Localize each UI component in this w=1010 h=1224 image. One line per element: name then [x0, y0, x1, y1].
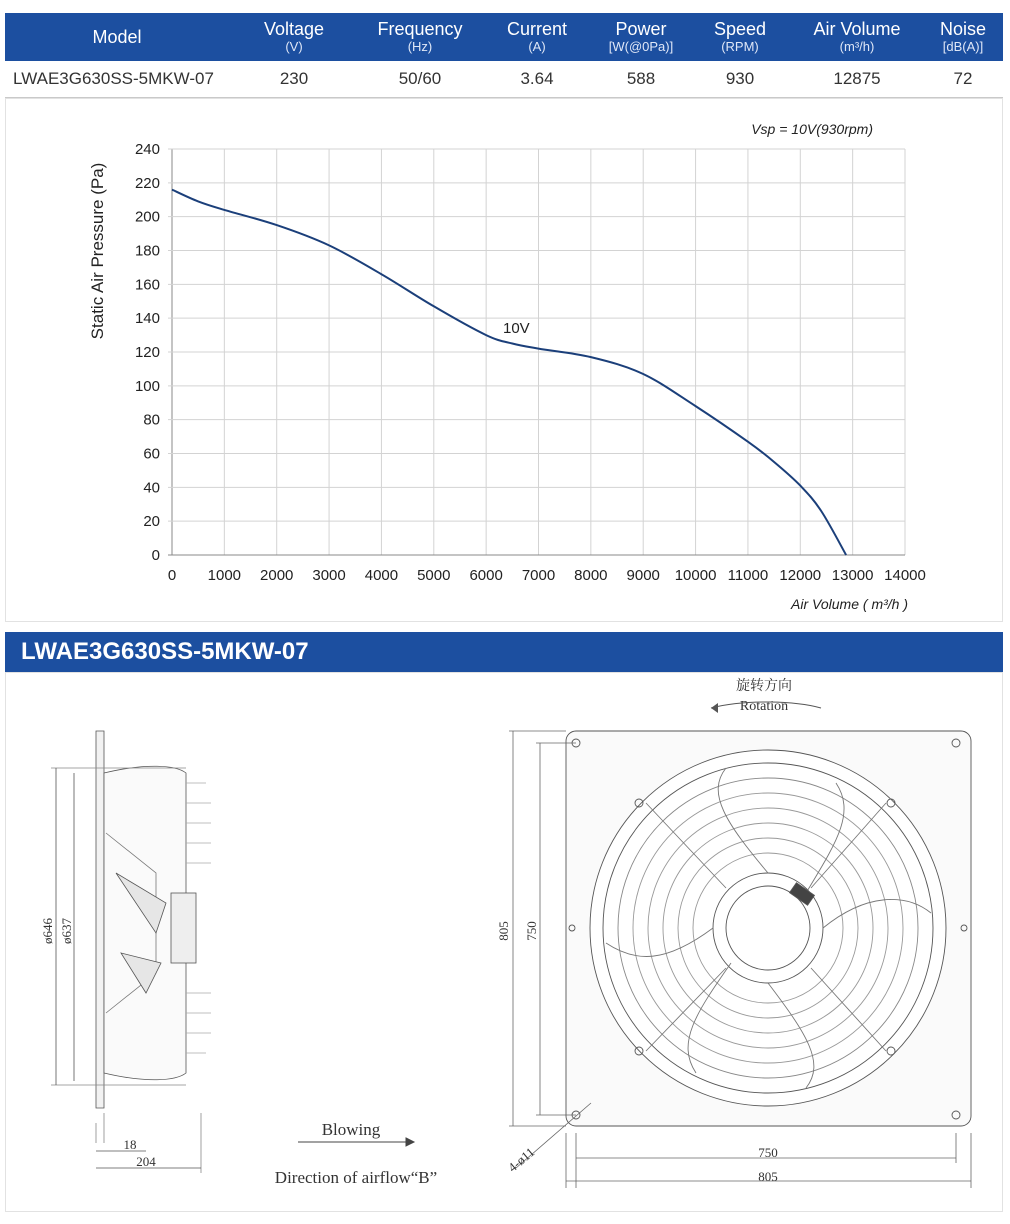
header-power: Power [W(@0Pa)]	[608, 19, 674, 54]
rotation-cn-label: 旋转方向	[736, 677, 792, 693]
performance-chart-panel	[5, 98, 1003, 622]
header-voltage: Voltage (V)	[263, 19, 325, 54]
cell-current: 3.64	[520, 69, 554, 88]
y-tick-label: 40	[143, 479, 160, 497]
dim-18: 18	[123, 1137, 137, 1152]
series-line-10v	[172, 190, 846, 555]
x-tick-label: 13000	[831, 567, 874, 584]
y-tick-label: 100	[134, 377, 160, 395]
chart-annotation-vsp: Vsp = 10V(930rpm)	[751, 121, 873, 137]
performance-chart	[6, 99, 1002, 621]
x-tick-labels	[168, 567, 926, 584]
dim-holes-4x11: 4-ø11	[504, 1144, 538, 1175]
dimension-drawing	[6, 673, 1002, 1211]
x-tick-label: 14000	[884, 567, 926, 584]
series-label-10v: 10V	[503, 320, 530, 337]
y-tick-label: 160	[134, 276, 160, 294]
x-tick-label: 9000	[626, 567, 660, 584]
dim-diameter-646: ø646	[40, 918, 55, 944]
x-tick-label: 0	[167, 567, 177, 584]
cell-noise: 72	[953, 69, 973, 88]
spec-table	[5, 13, 1003, 88]
y-tick-labels	[135, 141, 160, 564]
x-tick-label: 6000	[469, 567, 503, 584]
x-tick-label: 2000	[260, 567, 294, 584]
x-tick-label: 7000	[521, 567, 556, 584]
cell-speed: 930	[725, 69, 755, 88]
x-tick-label: 12000	[779, 567, 822, 584]
x-tick-label: 4000	[364, 567, 399, 584]
spec-table-header	[5, 13, 1003, 61]
dim-width-805: 805	[758, 1169, 778, 1184]
y-tick-label: 20	[143, 513, 160, 531]
front-view	[566, 731, 971, 1126]
cell-power: 588	[626, 69, 656, 88]
airflow-direction-label: Direction of airflow“B”	[274, 1168, 438, 1187]
side-view	[51, 731, 211, 1173]
dim-diameter-637: ø637	[59, 918, 74, 944]
y-tick-label: 180	[134, 242, 160, 260]
header-current: Current (A)	[506, 19, 568, 54]
cell-model: LWAE3G630SS-5MKW-07	[13, 69, 214, 88]
model-banner	[5, 632, 1003, 672]
y-tick-label: 140	[134, 310, 160, 328]
dim-height-805: 805	[496, 921, 511, 941]
dim-height-750: 750	[524, 921, 539, 941]
blowing-label: Blowing	[321, 1120, 381, 1139]
y-tick-label: 120	[134, 344, 160, 361]
cell-voltage: 230	[279, 69, 309, 88]
y-tick-label: 60	[143, 445, 160, 463]
header-frequency: Frequency (Hz)	[377, 19, 463, 54]
cell-air-volume: 12875	[833, 69, 881, 88]
x-axis-label: Air Volume ( m³/h )	[791, 596, 908, 612]
y-tick-label: 220	[134, 174, 160, 192]
y-tick-label: 80	[143, 411, 160, 429]
x-tick-label: 10000	[674, 567, 717, 584]
x-tick-label: 11000	[727, 567, 769, 584]
x-tick-label: 5000	[417, 567, 451, 584]
y-tick-label: 240	[134, 141, 160, 158]
chart-grid	[168, 149, 905, 555]
cell-frequency: 50/60	[398, 69, 442, 88]
header-speed: Speed (RPM)	[713, 19, 767, 54]
banner-title: LWAE3G630SS-5MKW-07	[21, 638, 309, 665]
header-noise: Noise [dB(A)]	[939, 19, 987, 54]
table-row	[5, 61, 1003, 98]
header-model: Model	[92, 27, 142, 47]
blowing-arrow-icon	[298, 1138, 414, 1146]
dim-width-750: 750	[758, 1145, 778, 1160]
rotation-en-label: Rotation	[739, 699, 789, 714]
x-tick-label: 8000	[574, 567, 608, 584]
dim-204: 204	[136, 1154, 156, 1169]
x-tick-label: 1000	[207, 567, 242, 584]
header-air-volume: Air Volume (m³/h)	[813, 19, 901, 54]
dimension-drawing-panel	[5, 672, 1003, 1212]
y-tick-label: 200	[134, 208, 160, 226]
y-axis-label: Static Air Pressure (Pa)	[88, 162, 107, 340]
x-tick-label: 3000	[312, 567, 346, 584]
y-tick-label: 0	[151, 547, 160, 564]
